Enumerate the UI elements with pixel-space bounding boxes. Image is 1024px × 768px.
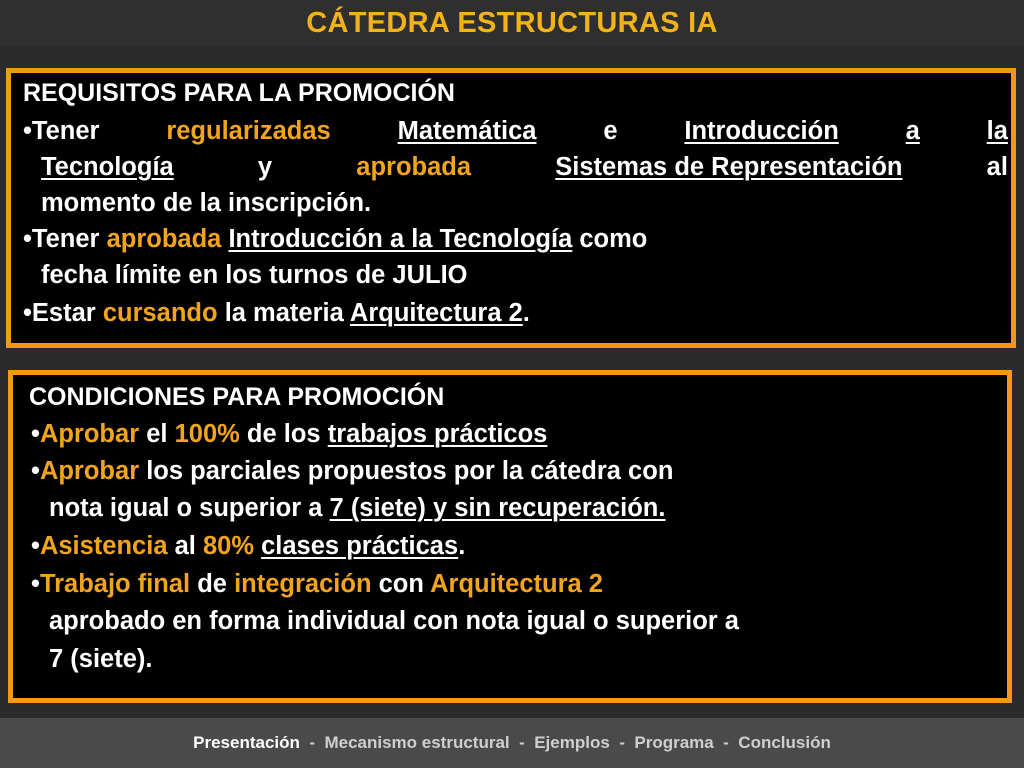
word: al <box>986 153 1008 181</box>
subject-name: Introducción <box>684 117 839 145</box>
requirement-item-1-line-2 <box>41 153 1008 182</box>
requirements-heading: REQUISITOS PARA LA PROMOCIÓN <box>23 79 455 107</box>
nav-separator: - <box>509 733 535 752</box>
nav-presentacion[interactable]: Presentación <box>193 733 300 752</box>
nav-separator: - <box>713 733 739 752</box>
requirement-item-1-line-1 <box>23 117 1008 146</box>
conditions-box <box>8 370 1012 703</box>
condition-item-2-line-2: nota igual o superior a 7 (siete) y sin recuperación. <box>49 494 666 522</box>
bullet-text: •Tener <box>23 117 100 145</box>
requirement-item-3: •Estar cursando la materia Arquitectura 2. <box>23 299 530 327</box>
subject-name: Tecnología <box>41 153 174 181</box>
nav-programa[interactable]: Programa <box>634 733 714 752</box>
condition-item-1: •Aprobar el 100% de los trabajos prácticos <box>31 420 548 448</box>
requirement-item-2-line-1: •Tener aprobada Introducción a la Tecnología como <box>23 225 648 253</box>
nav-conclusion[interactable]: Conclusión <box>738 733 831 752</box>
condition-item-3: •Asistencia al 80% clases prácticas. <box>31 532 466 560</box>
condition-item-2-line-1: •Aprobar los parciales propuestos por la cátedra con <box>31 457 674 485</box>
nav-ejemplos[interactable]: Ejemplos <box>534 733 610 752</box>
title-bar <box>0 0 1024 46</box>
nav-separator: - <box>299 733 325 752</box>
page-title: CÁTEDRA ESTRUCTURAS IA <box>306 6 718 39</box>
footer-navigation <box>0 718 1024 768</box>
subject-name: Matemática <box>397 117 537 145</box>
requirement-item-2-line-2: fecha límite en los turnos de JULIO <box>41 261 468 289</box>
condition-item-4-line-1: •Trabajo final de integración con Arquitectura 2 <box>31 570 603 598</box>
highlight-text: regularizadas <box>166 117 331 145</box>
nav-separator: - <box>609 733 635 752</box>
subject-name: Sistemas de Representación <box>555 153 903 181</box>
subject-name: la <box>986 117 1008 145</box>
word: y <box>257 153 273 181</box>
condition-item-4-line-2: aprobado en forma individual con nota igual o superior a <box>49 607 739 635</box>
word: e <box>603 117 618 145</box>
condition-item-4-line-3: 7 (siete). <box>49 645 153 673</box>
conditions-heading: CONDICIONES PARA PROMOCIÓN <box>29 383 445 411</box>
nav-mecanismo-estructural[interactable]: Mecanismo estructural <box>324 733 510 752</box>
highlight-text: aprobada <box>356 153 472 181</box>
requirement-item-1-line-3: momento de la inscripción. <box>41 189 372 217</box>
requirements-box <box>6 68 1016 348</box>
subject-name: a <box>905 117 920 145</box>
